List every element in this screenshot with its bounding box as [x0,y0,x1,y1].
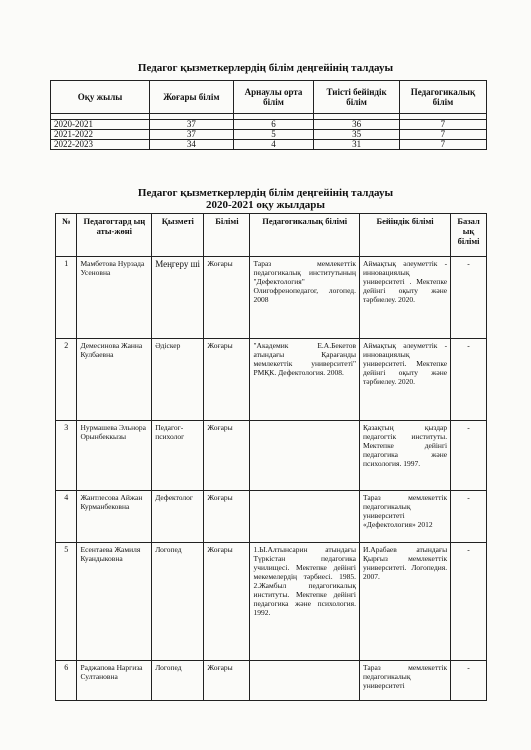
table2-subtitle: 2020-2021 оқу жылдары [205,199,325,211]
staff-name: Жантлесова Айжан Курманбековна [77,491,152,543]
pedagogical-education: Тараз мемлекеттік педагогикалық институтының "Дефектология" Олигофренопедагог, логопед. 2008 [250,257,360,339]
table-cell: 2021-2022 [51,130,150,140]
row-number: 6 [56,661,77,701]
table-cell: 37 [149,130,233,140]
header-cell: Педагогтард ың аты-жөні [77,214,152,257]
pedagogical-education: 1.Ы.Алтынсарин атындағы Түркістан педагогика училищесі. Мектепке дейінгі мекемелердің тәрбиесі. 1985. 2.Жамбыл педагогикалық институты. Мектепке дейінгі педагогика және психология. 1992. [250,543,360,661]
profile-education: Тараз мемлекеттік педагогикалық университеті «Дефектология» 2012 [360,491,451,543]
education-summary-table [50,80,487,150]
header-cell: Педагогикалық білім [399,81,486,114]
staff-education: Жоғары [204,661,250,701]
staff-education: Жоғары [204,491,250,543]
header-cell: № [56,214,77,257]
profile-education: Аймақтық әлеуметтік - инновациялық университеті. Мектепке дейінгі оқыту және тәрбиелеу. 2020. [360,339,451,421]
staff-name: Есентаева Жамиля Куандыковна [77,543,152,661]
header-cell: Базал ық білімі [451,214,487,257]
table-cell: 6 [233,120,314,130]
header-cell: Бейіндік білімі [360,214,451,257]
table-header-row [51,81,487,114]
base-education: - [451,661,487,701]
base-education: - [451,257,487,339]
table-cell: 5 [233,130,314,140]
staff-name: Демесинова Жанна Кулбаевна [77,339,152,421]
staff-education: Жоғары [204,543,250,661]
staff-education: Жоғары [204,339,250,421]
staff-education: Жоғары [204,421,250,491]
row-number: 3 [56,421,77,491]
table1-title: Педагог қызметкерлердің білім деңгейінің талдауы [137,62,394,74]
table2-title: Педагог қызметкерлердің білім деңгейінің талдауы [137,187,394,199]
staff-name: Нурмашева Эльнора Орынбеккызы [77,421,152,491]
table-cell: 7 [399,140,486,150]
header-cell: Оқу жылы [51,81,150,114]
header-cell: Тиісті бейіндік білім [314,81,400,114]
table-cell: 7 [399,130,486,140]
table-cell: 31 [314,140,400,150]
pedagogical-education: "Академик Е.А.Бекетов атындағы Қарағанды мемлекеттік университеті" РМҚК. Дефектология. 2008. [250,339,360,421]
profile-education: Қазақтың қыздар педагогтік институты. Мектепке дейінгі педагогика және психология. 1997. [360,421,451,491]
base-education: - [451,543,487,661]
table-cell: 36 [314,120,400,130]
profile-education: Тараз мемлекеттік педагогикалық университеті [360,661,451,701]
profile-education: Аймақтық әлеуметтік - инновациялық университеті . Мектепке дейінгі оқыту және тәрбиелеу. 2020. [360,257,451,339]
staff-education: Жоғары [204,257,250,339]
table-cell: 2020-2021 [51,120,150,130]
base-education: - [451,421,487,491]
row-number: 1 [56,257,77,339]
staff-position: Әдіскер [152,339,204,421]
header-cell: Жоғары білім [149,81,233,114]
header-cell: Қызметі [152,214,204,257]
pedagogical-education [250,421,360,491]
table-cell: 7 [399,120,486,130]
row-number: 5 [56,543,77,661]
table-row [56,661,487,701]
header-cell: Білімі [204,214,250,257]
table-row [56,421,487,491]
table-row [56,339,487,421]
staff-position: Логопед [152,661,204,701]
table-cell: 37 [149,120,233,130]
pedagogical-education [250,661,360,701]
base-education: - [451,491,487,543]
base-education: - [451,339,487,421]
row-number: 2 [56,339,77,421]
table-row [56,257,487,339]
row-number: 4 [56,491,77,543]
pedagogical-education [250,491,360,543]
staff-position: Дефектолог [152,491,204,543]
staff-position: Логопед [152,543,204,661]
header-cell: Педагогикалық білімі [250,214,360,257]
staff-position: Педагог-психолог [152,421,204,491]
staff-position: Меңгеру ші [152,257,204,339]
staff-education-table [55,213,487,701]
table-row [51,130,487,140]
table-row [56,543,487,661]
table-cell: 4 [233,140,314,150]
table-row [51,120,487,130]
table-header-row [56,214,487,257]
header-cell: Арнаулы орта білім [233,81,314,114]
table-cell: 34 [149,140,233,150]
table-cell: 2022-2023 [51,140,150,150]
profile-education: И.Арабаев атындағы Қырғыз мемлекеттік университеті. Логопедия. 2007. [360,543,451,661]
staff-name: Мамбетова Нурзада Усеновна [77,257,152,339]
table-row [51,140,487,150]
table-cell: 35 [314,130,400,140]
table-row [56,491,487,543]
staff-name: Раджапова Наргиза Султановна [77,661,152,701]
